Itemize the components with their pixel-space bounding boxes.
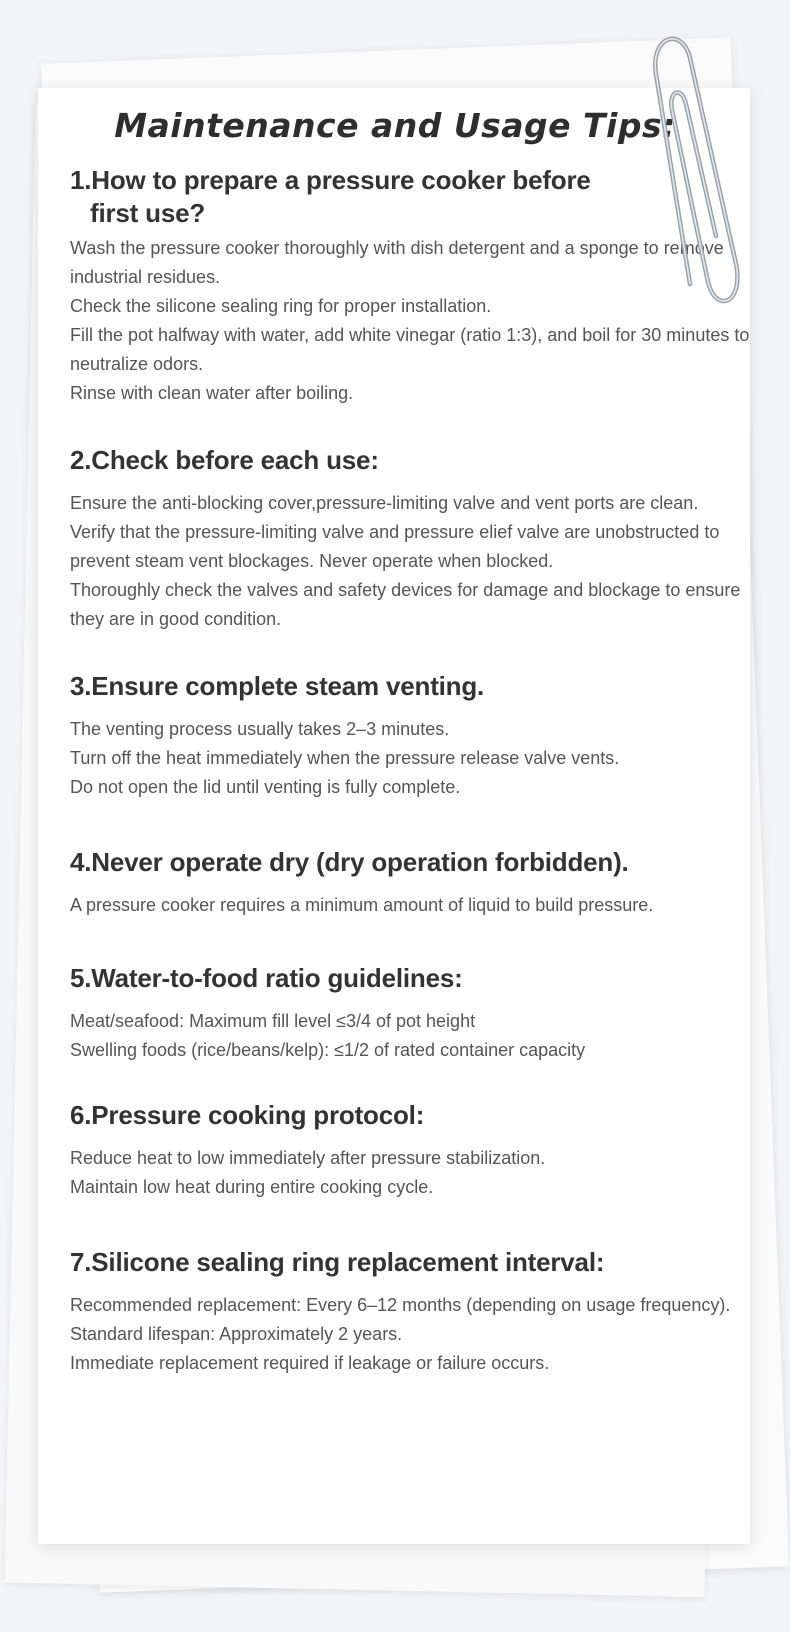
tip-line: Wash the pressure cooker thoroughly with dish detergent and a sponge to remove industrial residues. bbox=[70, 238, 724, 287]
tip-line: Meat/seafood: Maximum fill level ≤3/4 of pot height bbox=[70, 1011, 476, 1031]
section-body bbox=[70, 715, 750, 802]
section-check-before-use bbox=[70, 444, 750, 634]
section-ring-replacement bbox=[70, 1246, 750, 1378]
paper-clip-icon bbox=[620, 14, 750, 314]
tip-line: Immediate replacement required if leakage or failure occurs. bbox=[70, 1353, 550, 1373]
section-body bbox=[70, 1144, 750, 1202]
section-body bbox=[70, 1007, 750, 1065]
tip-line: Reduce heat to low immediately after pressure stabilization. bbox=[70, 1148, 546, 1168]
tip-line: Fill the pot halfway with water, add white vinegar (ratio 1:3), and boil for 30 minutes to neutralize odors. bbox=[70, 325, 750, 374]
tip-line: A pressure cooker requires a minimum amount of liquid to build pressure. bbox=[70, 895, 654, 915]
section-never-dry bbox=[70, 846, 750, 920]
tip-line: Check the silicone sealing ring for proper installation. bbox=[70, 296, 492, 316]
section-water-ratio bbox=[70, 962, 750, 1065]
section-heading-line: first use? bbox=[90, 198, 206, 228]
section-heading: 2.Check before each use: bbox=[70, 445, 379, 475]
section-heading: 5.Water-to-food ratio guidelines: bbox=[70, 963, 463, 993]
tip-line: Do not open the lid until venting is fully complete. bbox=[70, 777, 461, 797]
tip-line: Recommended replacement: Every 6–12 months (depending on usage frequency). bbox=[70, 1295, 731, 1315]
tip-line: The venting process usually takes 2–3 minutes. bbox=[70, 719, 450, 739]
section-body bbox=[70, 891, 750, 920]
tip-line: Swelling foods (rice/beans/kelp): ≤1/2 of rated container capacity bbox=[70, 1040, 586, 1060]
tip-line: Standard lifespan: Approximately 2 years. bbox=[70, 1324, 403, 1344]
tip-line: Rinse with clean water after boiling. bbox=[70, 383, 354, 403]
section-steam-venting bbox=[70, 670, 750, 802]
section-heading-line: 1.How to prepare a pressure cooker before bbox=[70, 165, 591, 195]
tip-line: Maintain low heat during entire cooking cycle. bbox=[70, 1177, 434, 1197]
section-heading: 4.Never operate dry (dry operation forbidden). bbox=[70, 847, 629, 877]
section-body bbox=[70, 1291, 750, 1378]
tip-line: Ensure the anti-blocking cover,pressure-limiting valve and vent ports are clean. bbox=[70, 493, 699, 513]
section-body bbox=[70, 489, 750, 634]
section-heading: 3.Ensure complete steam venting. bbox=[70, 671, 485, 701]
section-heading: 6.Pressure cooking protocol: bbox=[70, 1100, 425, 1130]
section-cooking-protocol bbox=[70, 1099, 750, 1202]
tips-content bbox=[70, 164, 750, 1378]
tip-line: Thoroughly check the valves and safety devices for damage and blockage to ensure they are in good condition. bbox=[70, 580, 741, 629]
tip-line: Verify that the pressure-limiting valve and pressure elief valve are unobstructed to prevent steam vent blockages. Never operate when blocked. bbox=[70, 522, 720, 571]
tip-line: Turn off the heat immediately when the pressure release valve vents. bbox=[70, 748, 620, 768]
section-heading: 7.Silicone sealing ring replacement interval: bbox=[70, 1247, 605, 1277]
page-title: Maintenance and Usage Tips: bbox=[114, 106, 676, 145]
